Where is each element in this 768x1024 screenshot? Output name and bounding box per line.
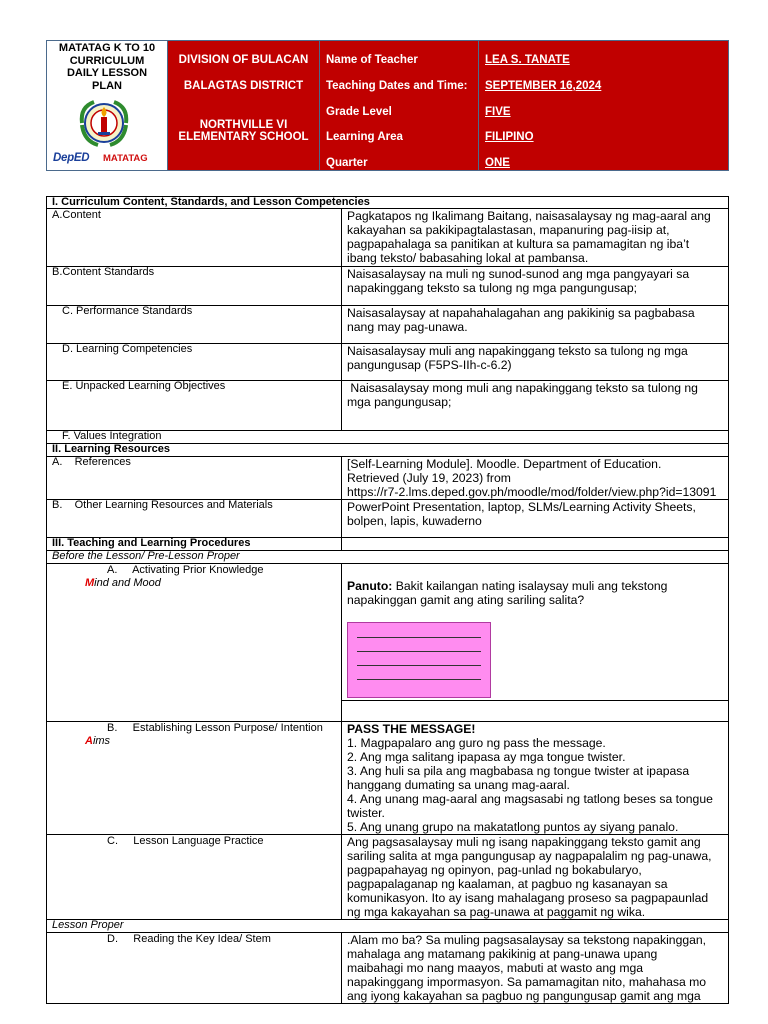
value-grade: FIVE <box>485 106 511 118</box>
curriculum-title-line: MATATAG K TO 10 <box>58 42 156 54</box>
curriculum-title-cell <box>47 41 168 170</box>
lesson-plan-header <box>46 40 729 171</box>
learning-competencies-value: Naisasalaysay muli ang napakinggang teksto sa tulong ng mga pangungusap (F5PS-IIh-c-6.2) <box>347 344 688 372</box>
performance-standards-value: Naisasalaysay at napahahalagahan ang pakikinig sa pagbabasa nang may pag-unawa. <box>347 306 695 334</box>
learning-competencies-label: D. Learning Competencies <box>62 343 193 355</box>
aims-label: Aims <box>85 735 111 747</box>
learning-objectives-value: Naisasalaysay mong muli ang napakinggang teksto sa tulong ng mga pangungusap; <box>347 381 698 409</box>
references-label: A. References <box>52 456 131 468</box>
references-value: [Self-Learning Module]. Moodle. Department of Education. Retrieved (July 19, 2023) from https://r7-2.lms.deped.gov.ph/moodle/mod/folder/view.php?id=13091 <box>347 457 717 499</box>
section-2-title: II. Learning Resources <box>52 443 170 455</box>
curriculum-title-line: PLAN <box>92 79 122 92</box>
section-1-title: I. Curriculum Content, Standards, and Lesson Competencies <box>52 196 370 208</box>
language-practice-value: Ang pagsasalaysay muli ng isang napakinggang teksto gamit ang sariling salita at mga pangungusap ay nagpapalalim ng pag-unawa, pagpapahayag ng opinyon, pag-unlad ng bokabularyo, pagpapalaganap ng kaalaman, at pagbuo ng kasanayan sa komunikasyon. Ito ay isang mahalagang proseso sa pagpapaunlad ng mga kakayahan sa pag-unawa at paggamit ng wika. <box>347 835 712 919</box>
school-name-line: ELEMENTARY SCHOOL <box>178 131 309 143</box>
value-area: FILIPINO <box>485 131 534 143</box>
activating-knowledge-label: A. Activating Prior Knowledge <box>107 564 264 576</box>
label-dates: Teaching Dates and Time: <box>326 80 468 92</box>
school-seal-icon <box>76 97 132 149</box>
lesson-plan-table <box>46 196 729 1004</box>
curriculum-title-line: CURRICULUM <box>69 54 145 67</box>
reading-key-idea-value: .Alam mo ba? Sa muling pagsasalaysay sa tekstong napakinggan, mahalaga ang matamang pakikinig at pang-unawa upang maibahagi mo nang maayos, mabuti at wasto ang mga napakinggang impormasyon. Sa pamamagitan nito, mahahasa mo ang iyong kakayahan sa pagbuo ng pangungusap gamit ang mga <box>347 933 707 1003</box>
deped-logo: DepED <box>53 152 90 164</box>
value-teacher: LEA S. TANATE <box>485 54 570 66</box>
lesson-proper-heading: Lesson Proper <box>52 919 124 931</box>
lesson-purpose-label: B. Establishing Lesson Purpose/ Intention <box>107 722 323 734</box>
value-dates: SEPTEMBER 16,2024 <box>485 80 602 92</box>
header-labels-cell <box>320 41 479 170</box>
school-info-cell <box>168 41 320 170</box>
district-name: BALAGTAS DISTRICT <box>183 80 304 92</box>
label-area: Learning Area <box>326 131 403 143</box>
content-label: A.Content <box>52 209 101 221</box>
header-values-cell <box>479 41 728 170</box>
mind-and-mood-label: Mind and Mood <box>85 577 161 589</box>
language-practice-label: C. Lesson Language Practice <box>107 835 264 847</box>
content-standards-label: B.Content Standards <box>52 266 155 278</box>
school-name-line: NORTHVILLE VI <box>199 119 288 131</box>
reading-key-idea-label: D. Reading the Key Idea/ Stem <box>107 933 271 945</box>
performance-standards-label: C. Performance Standards <box>62 305 193 317</box>
other-resources-value: PowerPoint Presentation, laptop, SLMs/Learning Activity Sheets, bolpen, lapis, kuwaderno <box>347 500 696 528</box>
pass-the-message-activity: PASS THE MESSAGE! 1. Magpapalaro ang guro ng pass the message. 2. Ang mga salitang ipapasa ay mga tongue twister. 3. Ang huli sa pila ang magbabasa ng tongue twister at ipapasa hanggang dumating sa unang mag-aaral. 4. Ang unang mag-aaral ang magsasabi ng tatlong beses sa tongue twister. 5. Ang unang grupo na makatatlong puntos ay siyang panalo. <box>347 722 713 834</box>
content-standards-value: Naisasalaysay na muli ng sunod-sunod ang mga pangyayari sa napakinggang teksto sa tulong ng mga pangungusap; <box>347 267 690 295</box>
before-lesson-heading: Before the Lesson/ Pre-Lesson Proper <box>52 550 240 562</box>
content-value: Pagkatapos ng Ikalimang Baitang, naisasalaysay ng mag-aaral ang kakayahan sa pakikipagtalastasan, mapanuring pag-iisip at, pagpapahalaga sa panitikan at kultura sa pamamagitan ng iba’t ibang teksto/ babasahing lokal at pambansa. <box>347 209 711 265</box>
section-3-title: III. Teaching and Learning Procedures <box>52 537 251 549</box>
other-resources-label: B. Other Learning Resources and Materials <box>52 499 273 511</box>
panuto-instruction: Panuto: Bakit kailangan nating isalaysay muli ang tekstong napakinggan gamit ang ating sariling salita? <box>347 579 668 607</box>
values-integration-label: F. Values Integration <box>62 430 162 442</box>
answer-box <box>347 622 491 698</box>
division-name: DIVISION OF BULACAN <box>178 54 309 66</box>
curriculum-title-line: DAILY LESSON <box>66 67 148 79</box>
label-quarter: Quarter <box>326 157 368 169</box>
learning-objectives-label: E. Unpacked Learning Objectives <box>62 380 226 392</box>
label-grade: Grade Level <box>326 106 392 118</box>
matatag-logo: MATATAG <box>103 153 148 164</box>
label-teacher: Name of Teacher <box>326 54 418 66</box>
value-quarter: ONE <box>485 157 510 169</box>
